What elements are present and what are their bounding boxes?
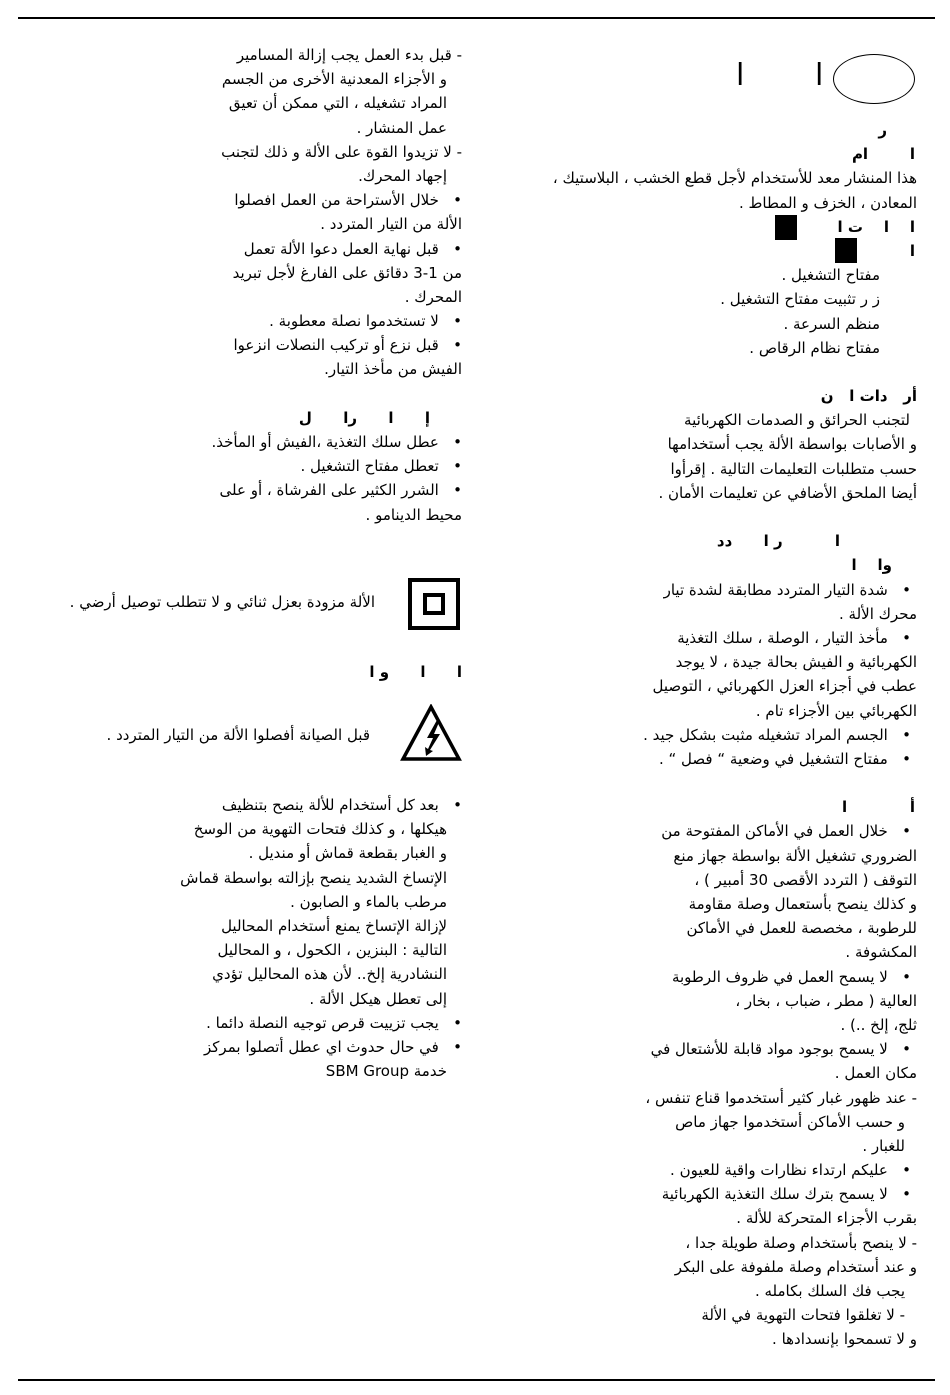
text-line: المحرك . <box>404 287 462 306</box>
text-line: الإتساخ الشديد ينصح بإزالته بواسطة قماش <box>180 868 447 887</box>
during-work-section <box>617 795 917 1351</box>
list-item: منظم السرعة . <box>783 314 880 333</box>
bullet-item: • عطل سلك التغذية ،الفيش أو المأخذ. <box>211 433 462 451</box>
section-heading: وا ا <box>851 556 892 575</box>
text-line: مكان العمل . <box>834 1064 917 1083</box>
bullet-item: • يجب تزييت قرص توجيه النصلة دائما . <box>206 1013 462 1032</box>
top-rule <box>18 17 935 19</box>
text-line: و الأجزاء المعدنية الأخرى من الجسم <box>221 70 447 89</box>
text-line: التوقف ( التردد الأقصى 30 أمبير ) ، <box>694 870 917 889</box>
dash-item: - لا ينصح بأستخدام وصلة طويلة جدا ، <box>685 1233 917 1252</box>
left-column-lower <box>167 793 462 1083</box>
text-line: عطب في أجزاء العزل الكهربائي ، التوصيل <box>652 677 917 696</box>
text-line: المراد تشغيله ، التي ممكن أن تعيق <box>228 94 447 113</box>
text-line: مرطب بالماء و الصابون . <box>290 892 447 911</box>
text-line: العالية ( مطر ، ضباب ، بخار ، <box>735 991 917 1010</box>
section-heading: أر دات ا ن <box>820 387 917 406</box>
text-line: المكشوفة . <box>845 943 917 962</box>
section-heading: ا ا ت ا <box>837 217 915 236</box>
text-line: و لا تسمحوا بإنسدادها . <box>772 1330 917 1349</box>
text-line: النشادرية إلخ.. لأن هذه المحاليل تؤدي <box>212 965 447 984</box>
section-heading: ا ا و ا <box>369 663 462 681</box>
left-column-upper <box>167 43 462 527</box>
dash-item: - لا تزيدوا القوة على الألة و ذلك لتجنب <box>221 142 462 161</box>
dash-item: - لا تغلقوا فتحات التهوية في الألة <box>701 1306 905 1325</box>
text-line: و كذلك ينصح بأستعمال وصلة مقاومة <box>688 895 917 913</box>
text-line: قبل الصيانة أفصلوا الألة من التيار المتردد . <box>106 726 370 744</box>
bullet-item: • قبل نزع أو تركيب النصلات انزعوا <box>233 336 462 355</box>
text-line: الكهربائي بين الأجزاء تام . <box>755 701 917 720</box>
text-line: المعادن ، الخزف و المطاط . <box>738 193 917 212</box>
double-square-icon <box>408 578 460 630</box>
intro-section <box>517 118 917 215</box>
dash-item: - قبل بدء العمل يجب إزالة المسامير <box>236 46 462 64</box>
bullet-item: • لا يسمح بوجود مواد قابلة للأشتعال في <box>650 1040 911 1059</box>
faults-section <box>167 406 462 527</box>
line-spacer <box>517 360 917 384</box>
text-line: الفيش من مأخذ التيار. <box>324 360 462 379</box>
text-line: يجب فك السلك بكامله . <box>754 1282 905 1300</box>
insulation-note <box>30 590 375 614</box>
list-item: ز ر تثبيت مفتاح التشغيل . <box>720 290 880 309</box>
text-line: بقرب الأجزاء المتحركة للألة . <box>736 1209 917 1228</box>
section-heading: إ ا را ل <box>298 408 430 427</box>
bullet-item: • لا يسمح بترك سلك التغذية الكهربائية <box>661 1185 911 1204</box>
list-item: مفتاح التشغيل . <box>781 266 880 285</box>
parts-section <box>517 215 917 360</box>
text-line: هذا المنشار معد للأستخدام لأجل قطع الخشب ، البلاستيك ، <box>552 169 917 188</box>
bullet-item: • مأخذ التيار ، الوصلة ، سلك التغذية <box>677 628 911 647</box>
text-line: هيكلها ، و كذلك فتحات التهوية من الوسخ <box>193 820 447 839</box>
bullet-item: • الجسم المراد تشغيله مثبت بشكل جيد . <box>643 725 911 744</box>
text-line: من 1-3 دقائق على الفارغ لأجل تبريد <box>232 263 462 282</box>
bullet-item: • الشرر الكثير على الفرشاة ، أو على <box>219 481 462 500</box>
right-column <box>517 118 917 1352</box>
line-spacer <box>517 771 917 795</box>
text-line: إجهاد المحرك. <box>358 166 447 185</box>
bullet-item: • في حال حدوث اي عطل أتصلوا بمركز <box>204 1037 462 1056</box>
bullet-item: • بعد كل أستخدام للألة ينصح بتنظيف <box>221 796 462 814</box>
text-line: للرطوبة ، مخصصة للعمل في الأماكن <box>686 919 917 938</box>
bottom-rule <box>18 1379 935 1381</box>
before-start-section <box>617 529 917 771</box>
section-heading: أ ا <box>842 798 915 817</box>
section-heading: ا <box>909 241 915 260</box>
text-line: خدمة SBM Group <box>325 1062 447 1081</box>
text-line: عمل المنشار . <box>356 118 447 137</box>
section-heading: ا ام <box>851 145 915 164</box>
text-line: لتجنب الحرائق و الصدمات الكهربائية <box>684 411 910 430</box>
maintenance-heading <box>262 660 462 684</box>
text-line: إلى تعطل هيكل الألة . <box>309 989 447 1008</box>
text-line: و الغبار بقطعة قماش أو منديل . <box>248 844 447 863</box>
header-mark: ا <box>815 58 824 93</box>
double-square-icon-inner <box>423 593 445 615</box>
text-line: و الأصابات بواسطة الألة يجب أستخدامها <box>667 435 917 454</box>
bullet-item: • خلال الأستراحة من العمل افصلوا <box>234 191 462 210</box>
dash-item: - عند ظهور غبار كثير أستخدموا قناع تنفس ، <box>645 1088 917 1107</box>
bullet-item: • خلال العمل في الأماكن المفتوحة من <box>661 822 911 841</box>
bullet-item: • شدة التيار المتردد مطابقة لشدة تيار <box>663 580 911 599</box>
text-line: حسب متطلبات التعليمات التالية . إقرأوا <box>670 459 917 478</box>
line-spacer <box>517 505 917 529</box>
list-item: مفتاح نظام الرقاص . <box>749 338 880 357</box>
header-mark: ا <box>736 58 745 93</box>
text-line: محيط الدينامو . <box>365 505 462 524</box>
line-spacer <box>167 382 462 406</box>
section-heading: ر <box>878 121 887 139</box>
maintenance-section <box>167 793 462 1083</box>
safety-section <box>617 384 917 505</box>
text-line: التالية : البنزين ، الكحول ، و المحاليل <box>217 941 447 960</box>
text-line: و حسب الأماكن أستخدموا جهاز ماص <box>675 1112 905 1131</box>
section-heading: ا ر ا دد <box>716 532 840 551</box>
bullet-item: • لا تستخدموا نصلة معطوبة . <box>269 312 462 331</box>
text-line: لإزالة الإتساخ يمنع أستخدام المحاليل <box>221 916 447 935</box>
text-line: للغبار . <box>862 1136 905 1155</box>
text-line: ثلج، إلخ ..) . <box>840 1015 917 1034</box>
text-line: أيضا الملحق الأضافي عن تعليمات الأمان . <box>658 483 917 502</box>
high-voltage-warning-icon <box>400 704 462 762</box>
bullet-item: • مفتاح التشغيل في وضعية “ فصل “ . <box>658 749 911 768</box>
text-line: الألة من التيار المتردد . <box>320 215 462 234</box>
text-line: الكهربائية و الفيش بحالة جيدة ، لا يوجد <box>675 653 917 672</box>
oval-logo <box>833 54 915 104</box>
text-line: الضروري تشغيل الألة بواسطة جهاز منع <box>673 846 917 865</box>
text-line: الألة مزودة بعزل ثنائي و لا تتطلب توصيل أرضي . <box>69 593 375 611</box>
text-line: و عند أستخدام وصلة ملفوفة على البكر <box>674 1257 917 1276</box>
warning-note <box>70 723 370 747</box>
precautions-section <box>167 43 462 382</box>
bullet-item: • تعطل مفتاح التشغيل . <box>300 457 462 476</box>
text-line: محرك الألة . <box>839 604 917 623</box>
bullet-item: • قبل نهاية العمل دعوا الألة تعمل <box>243 239 462 258</box>
bullet-item: • لا يسمح العمل في ظروف الرطوبة <box>671 967 911 986</box>
bullet-item: • عليكم ارتداء نظارات واقية للعيون . <box>670 1161 911 1180</box>
